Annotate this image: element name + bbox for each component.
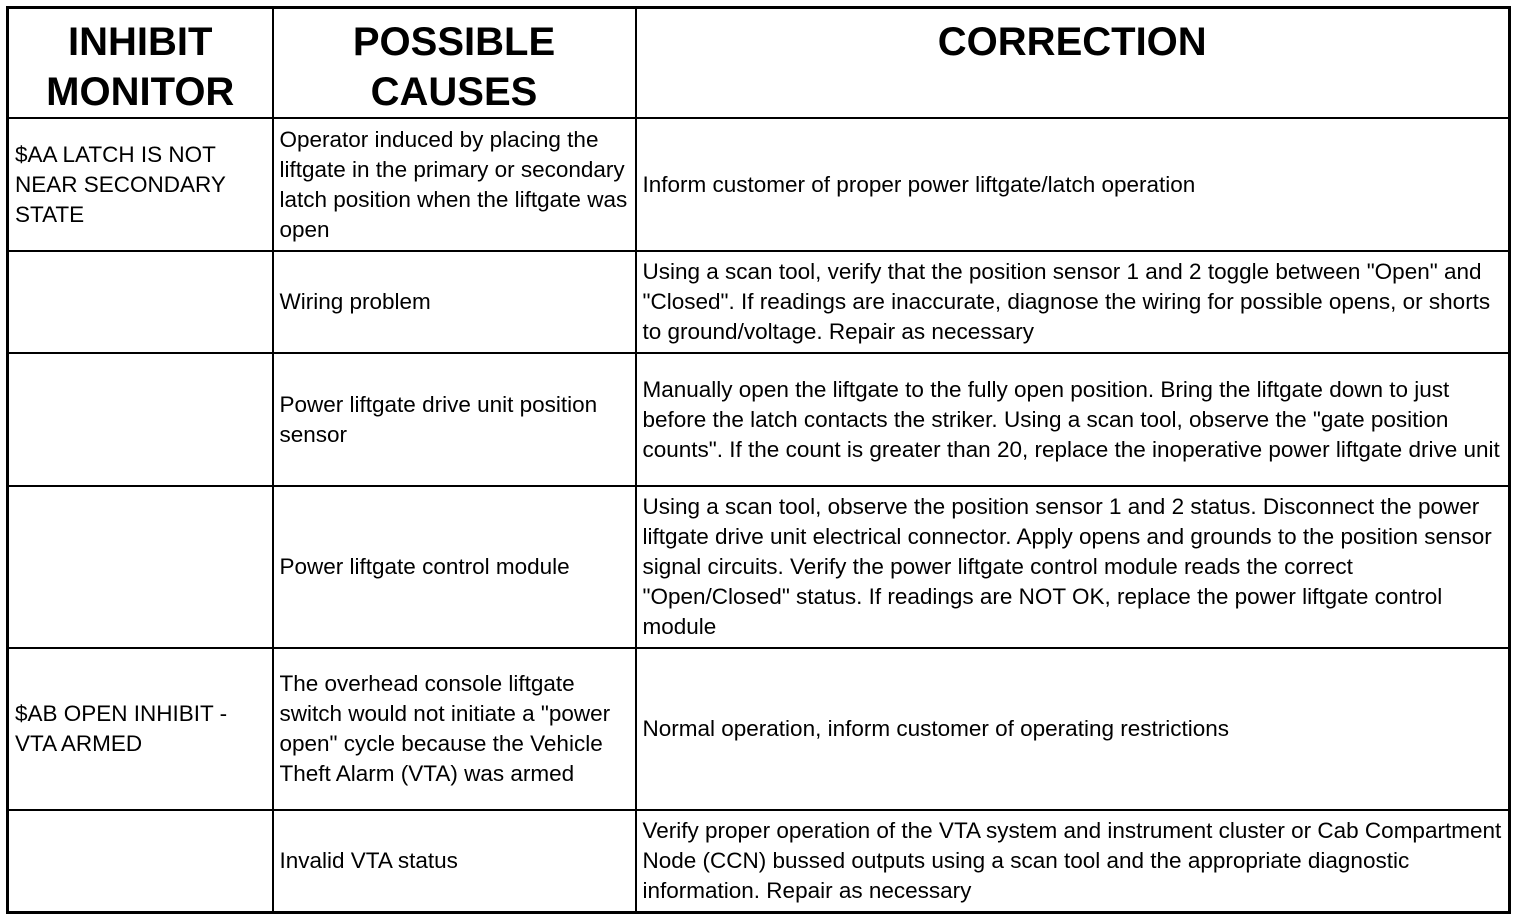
monitor-cell xyxy=(8,810,273,912)
cause-cell: The overhead console liftgate switch would not initiate a "power open" cycle because the Vehicle Theft Alarm (VTA) was armed xyxy=(273,648,636,810)
correction-cell: Inform customer of proper power liftgate/latch operation xyxy=(636,118,1510,251)
correction-cell: Normal operation, inform customer of operating restrictions xyxy=(636,648,1510,810)
cause-cell: Power liftgate drive unit position sensor xyxy=(273,353,636,486)
table-header-row xyxy=(8,8,1510,119)
table-row xyxy=(8,486,1510,648)
correction-cell: Using a scan tool, verify that the position sensor 1 and 2 toggle between "Open" and "Closed". If readings are inaccurate, diagnose the wiring for possible opens, or shorts to ground/voltage. Repair as necessary xyxy=(636,251,1510,353)
table-row xyxy=(8,353,1510,486)
correction-cell: Using a scan tool, observe the position sensor 1 and 2 status. Disconnect the power liftgate drive unit electrical connector. Apply opens and grounds to the position sensor signal circuits. Verify the power liftgate control module reads the correct "Open/Closed" status. If readings are NOT OK, replace the power liftgate control module xyxy=(636,486,1510,648)
cause-cell: Power liftgate control module xyxy=(273,486,636,648)
table-row xyxy=(8,810,1510,912)
inhibit-monitor-table xyxy=(6,6,1511,914)
correction-cell: Manually open the liftgate to the fully open position. Bring the liftgate down to just before the latch contacts the striker. Using a scan tool, observe the "gate position counts". If the count is greater than 20, replace the inoperative power liftgate drive unit xyxy=(636,353,1510,486)
monitor-cell xyxy=(8,486,273,648)
cause-cell: Operator induced by placing the liftgate in the primary or secondary latch position when the liftgate was open xyxy=(273,118,636,251)
table-row xyxy=(8,648,1510,810)
monitor-cell xyxy=(8,353,273,486)
header-correction: CORRECTION xyxy=(636,8,1510,119)
cause-cell: Invalid VTA status xyxy=(273,810,636,912)
header-inhibit-monitor: INHIBIT MONITOR xyxy=(8,8,273,119)
correction-cell: Verify proper operation of the VTA system and instrument cluster or Cab Compartment Node (CCN) bussed outputs using a scan tool and the appropriate diagnostic information. Repair as necessary xyxy=(636,810,1510,912)
header-possible-causes: POSSIBLE CAUSES xyxy=(273,8,636,119)
table-row xyxy=(8,118,1510,251)
monitor-cell: $AA LATCH IS NOT NEAR SECONDARY STATE xyxy=(8,118,273,251)
monitor-cell xyxy=(8,251,273,353)
cause-cell: Wiring problem xyxy=(273,251,636,353)
monitor-cell: $AB OPEN INHIBIT - VTA ARMED xyxy=(8,648,273,810)
table-row xyxy=(8,251,1510,353)
